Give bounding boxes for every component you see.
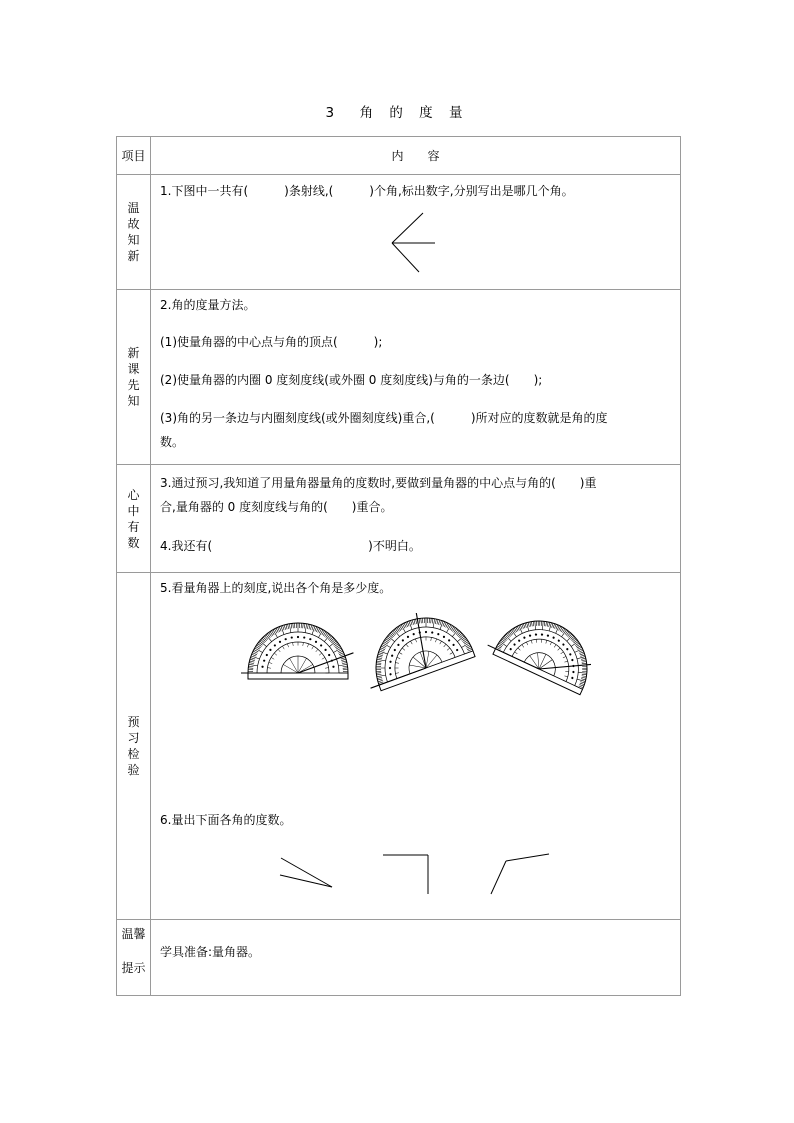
step-1: (1)使量角器的中心点与角的顶点( ); [160,335,383,349]
row-check [117,573,681,920]
label-check [117,573,151,920]
worksheet-table [116,136,681,996]
header-item [117,137,151,175]
protractor-1 [241,623,353,679]
label-tip [117,920,151,996]
row-tip [117,920,681,996]
label-check-text: 预习检验 [127,715,140,777]
angle-right [383,855,428,894]
label-tip-1: 温馨 [121,927,146,941]
question-5: 5.看量角器上的刻度,说出各个角是多少度。 [160,581,392,595]
content-mind [151,465,681,573]
angles-to-measure [276,853,566,903]
content-tip [151,920,681,996]
question-3-line-1: 3.通过预习,我知道了用量角器量角的度数时,要做到量角器的中心点与角的( )重 [160,476,597,490]
protractor-2 [351,613,475,694]
question-2: 2.角的度量方法。 [160,298,256,312]
page-title: 3 角 的 度 量 [325,105,469,121]
label-preview [117,290,151,465]
content-preview [151,290,681,465]
ray-down [392,243,419,272]
header-row [117,137,681,175]
row-mind [117,465,681,573]
label-mind [117,465,151,573]
label-review [117,175,151,290]
angle-obtuse [491,854,549,894]
protractor-figures [241,613,591,713]
content-review [151,175,681,290]
header-content-text: 内 容 [391,149,440,163]
label-review-text: 温故知新 [127,201,140,263]
question-1: 1.下图中一共有( )条射线,( )个角,标出数字,分别写出是哪几个角。 [160,184,574,198]
step-2: (2)使量角器的内圈 0 度刻度线(或外圈 0 度刻度线)与角的一条边( ); [160,373,543,387]
step-3-line-2: 数。 [160,435,185,449]
label-tip-2: 提示 [121,961,146,975]
question-6: 6.量出下面各角的度数。 [160,813,292,827]
tip-text: 学具准备:量角器。 [160,945,261,959]
row-preview [117,290,681,465]
question-4: 4.我还有( )不明白。 [160,539,421,553]
ray-up [392,213,423,243]
label-preview-text: 新课先知 [127,346,140,408]
label-mind-text: 心中有数 [127,487,140,550]
question-3-line-2: 合,量角器的 0 度刻度线与角的( )重合。 [160,500,393,514]
protractor-3 [485,613,591,695]
header-item-text: 项目 [121,149,146,163]
angle-acute [280,858,332,887]
rays-figure [388,211,438,275]
row-review [117,175,681,290]
content-check [151,573,681,920]
step-3-line-1: (3)角的另一条边与内圈刻度线(或外圈刻度线)重合,( )所对应的度数就是角的度 [160,411,608,425]
header-content [151,137,681,175]
